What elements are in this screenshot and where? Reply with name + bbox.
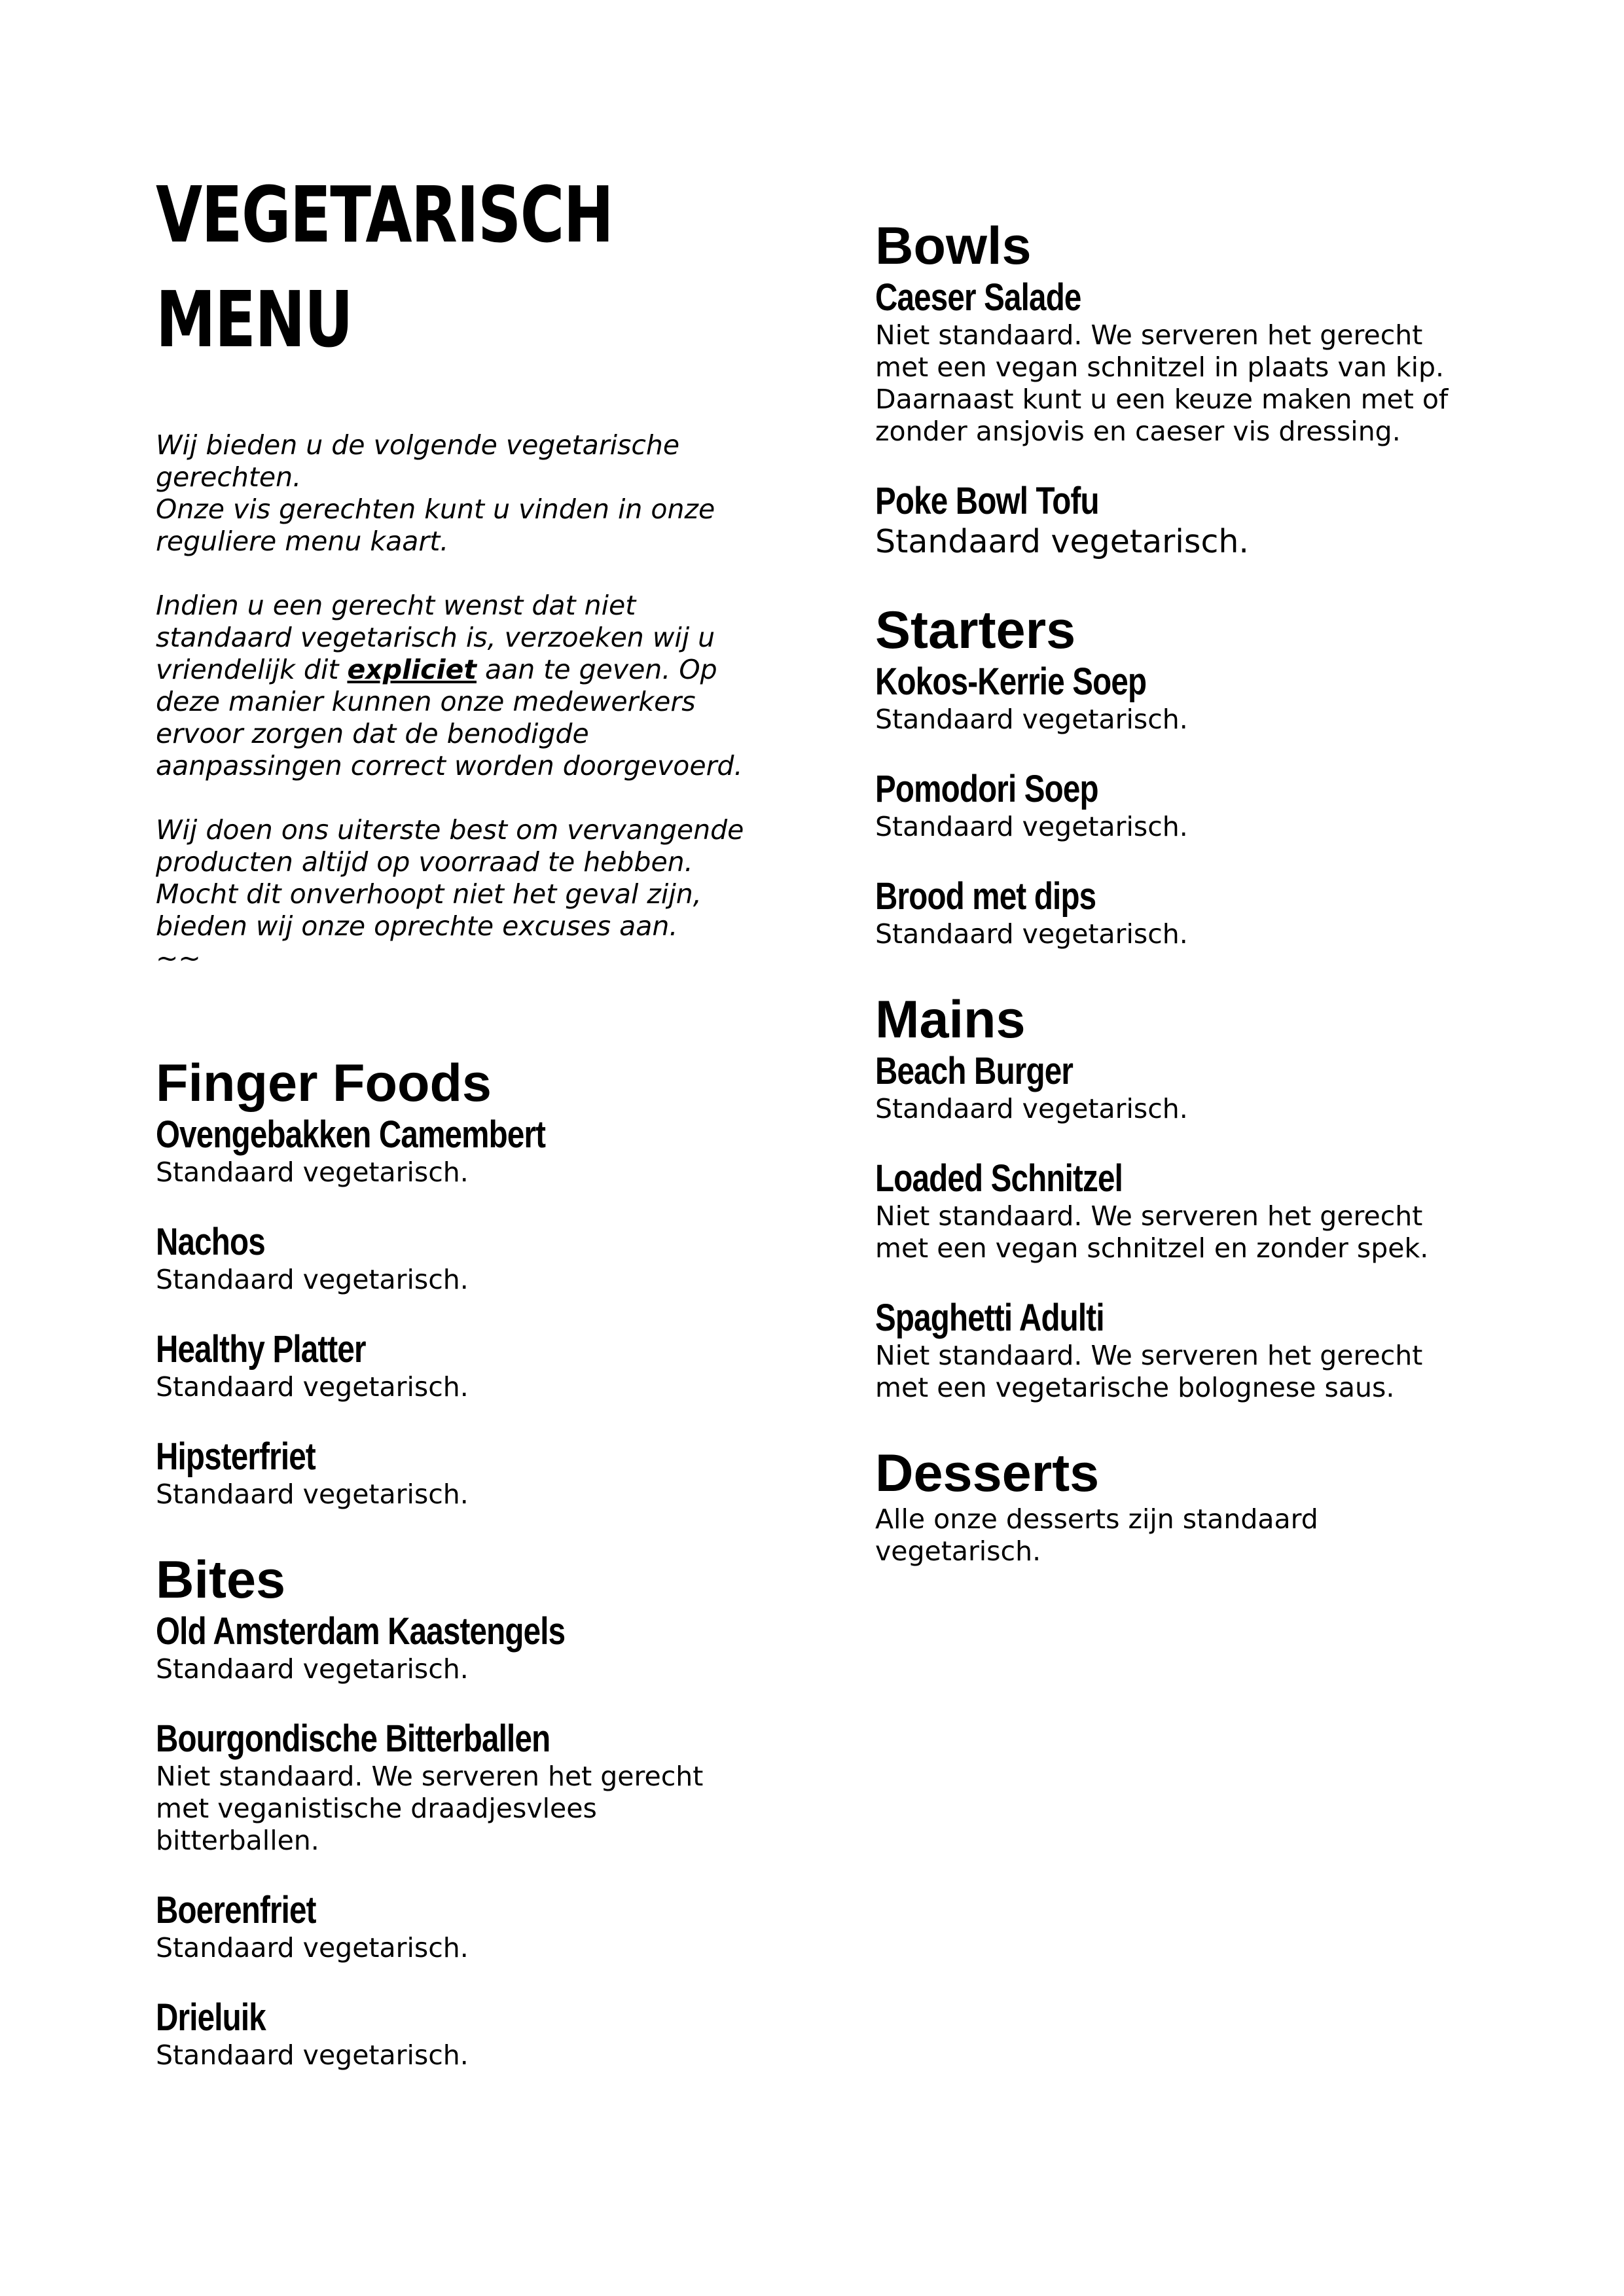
dish-name: Pomodori Soep xyxy=(875,768,1098,810)
intro-line-2: Onze vis gerechten kunt u vinden in onze reguliere menu kaart. xyxy=(156,493,715,557)
dish-name: Nachos xyxy=(156,1221,265,1263)
dish-description: Standaard vegetarisch. xyxy=(156,1653,469,1685)
section-heading: Finger Foods xyxy=(156,1054,492,1113)
dish xyxy=(156,1889,745,1964)
dish-name: Beach Burger xyxy=(875,1050,1074,1092)
dish-name: Kokos-Kerrie Soep xyxy=(875,660,1147,703)
section-desserts xyxy=(875,1443,1464,1568)
dish-name: Boerenfriet xyxy=(156,1889,316,1931)
dish xyxy=(156,1435,745,1511)
menu-title xyxy=(156,162,615,372)
section-heading: Mains xyxy=(875,990,1026,1049)
dish-name: Poke Bowl Tofu xyxy=(875,480,1099,522)
dish-description: Standaard vegetarisch. xyxy=(875,523,1250,560)
dish-name: Bourgondische Bitterballen xyxy=(156,1717,550,1760)
intro-p2-before: Indien u een gerecht wenst dat niet standaard vegetarisch is, verzoeken wij u vriendelijk dit xyxy=(156,590,715,685)
dish xyxy=(156,1221,745,1296)
dish xyxy=(156,1717,745,1857)
dish xyxy=(156,1113,745,1189)
dish xyxy=(875,660,1464,736)
dish xyxy=(875,875,1464,950)
dish-name: Caeser Salade xyxy=(875,276,1081,319)
section-heading: Desserts xyxy=(875,1444,1100,1503)
dish-name: Ovengebakken Camembert xyxy=(156,1113,546,1156)
intro-emphasis: expliciet xyxy=(347,654,477,685)
dish-name: Hipsterfriet xyxy=(156,1435,316,1478)
dish-description: Standaard vegetarisch. xyxy=(156,1932,469,1964)
section-heading: Starters xyxy=(875,601,1076,660)
section-mains xyxy=(875,990,1464,1404)
dish xyxy=(875,1157,1464,1265)
section-bowls xyxy=(875,216,1464,561)
dish-name: Loaded Schnitzel xyxy=(875,1157,1123,1200)
intro-text xyxy=(156,429,745,975)
dish-name: Spaghetti Adulti xyxy=(875,1297,1104,1339)
dish xyxy=(875,1297,1464,1404)
intro-paragraph-2 xyxy=(156,590,745,782)
dish xyxy=(875,480,1464,561)
intro-p2-after: aan te geven. Op deze manier kunnen onze medewerkers ervoor zorgen dat de benodigde aanpassingen correct worden doorgevoerd. xyxy=(156,654,743,781)
dish-description: Niet standaard. We serveren het gerecht met een vegan schnitzel en zonder spek. xyxy=(875,1200,1429,1264)
dish-description: Standaard vegetarisch. xyxy=(156,1157,469,1188)
dish-description: Standaard vegetarisch. xyxy=(156,1479,469,1510)
dish-description: Alle onze desserts zijn standaard vegetarisch. xyxy=(875,1503,1318,1567)
dish-description: Niet standaard. We serveren het gerecht met een vegetarische bolognese saus. xyxy=(875,1340,1423,1403)
dish xyxy=(875,1050,1464,1125)
dish-description-extra: Daarnaast kunt u een keuze maken met of zonder ansjovis en caeser vis dressing. xyxy=(875,384,1449,447)
intro-paragraph-3: Wij doen ons uiterste best om vervangende producten altijd op voorraad te hebben. Mocht dit onverhoopt niet het geval zijn, bieden wij onze oprechte excuses aan. xyxy=(156,814,744,942)
dish-description: Niet standaard. We serveren het gerecht met een vegan schnitzel in plaats van kip. xyxy=(875,319,1445,383)
dish-description: Niet standaard. We serveren het gerecht met veganistische draadjesvlees bitterballen. xyxy=(156,1761,704,1856)
dish-description: Standaard vegetarisch. xyxy=(875,704,1188,735)
dish-name: Old Amsterdam Kaastengels xyxy=(156,1610,566,1653)
section-heading: Bites xyxy=(156,1551,286,1609)
section-bites xyxy=(156,1550,745,2072)
dish-description: Standaard vegetarisch. xyxy=(875,918,1188,950)
dish-description: Standaard vegetarisch. xyxy=(875,1093,1188,1124)
dish-description: Standaard vegetarisch. xyxy=(156,1371,469,1403)
dish-description: Standaard vegetarisch. xyxy=(875,811,1188,842)
dish xyxy=(156,1610,745,1685)
menu-title-line-2: MENU xyxy=(156,274,352,365)
menu-title-line-1: VEGETARISCH xyxy=(156,170,613,260)
section-finger-foods xyxy=(156,1053,745,1511)
dish-description: Standaard vegetarisch. xyxy=(156,1264,469,1295)
dish xyxy=(156,1328,745,1403)
dish-name: Brood met dips xyxy=(875,875,1096,918)
dish xyxy=(875,768,1464,843)
dish xyxy=(156,1996,745,2072)
intro-line-1: Wij bieden u de volgende vegetarische gerechten. xyxy=(156,429,680,493)
dish xyxy=(875,276,1464,448)
dish-description: Standaard vegetarisch. xyxy=(156,2039,469,2071)
intro-tilde: ~~ xyxy=(156,942,201,974)
dish-name: Healthy Platter xyxy=(156,1328,366,1371)
section-heading: Bowls xyxy=(875,217,1032,276)
section-starters xyxy=(875,600,1464,950)
right-column xyxy=(875,216,1464,1607)
dish-name: Drieluik xyxy=(156,1996,266,2039)
left-column xyxy=(156,162,745,2111)
